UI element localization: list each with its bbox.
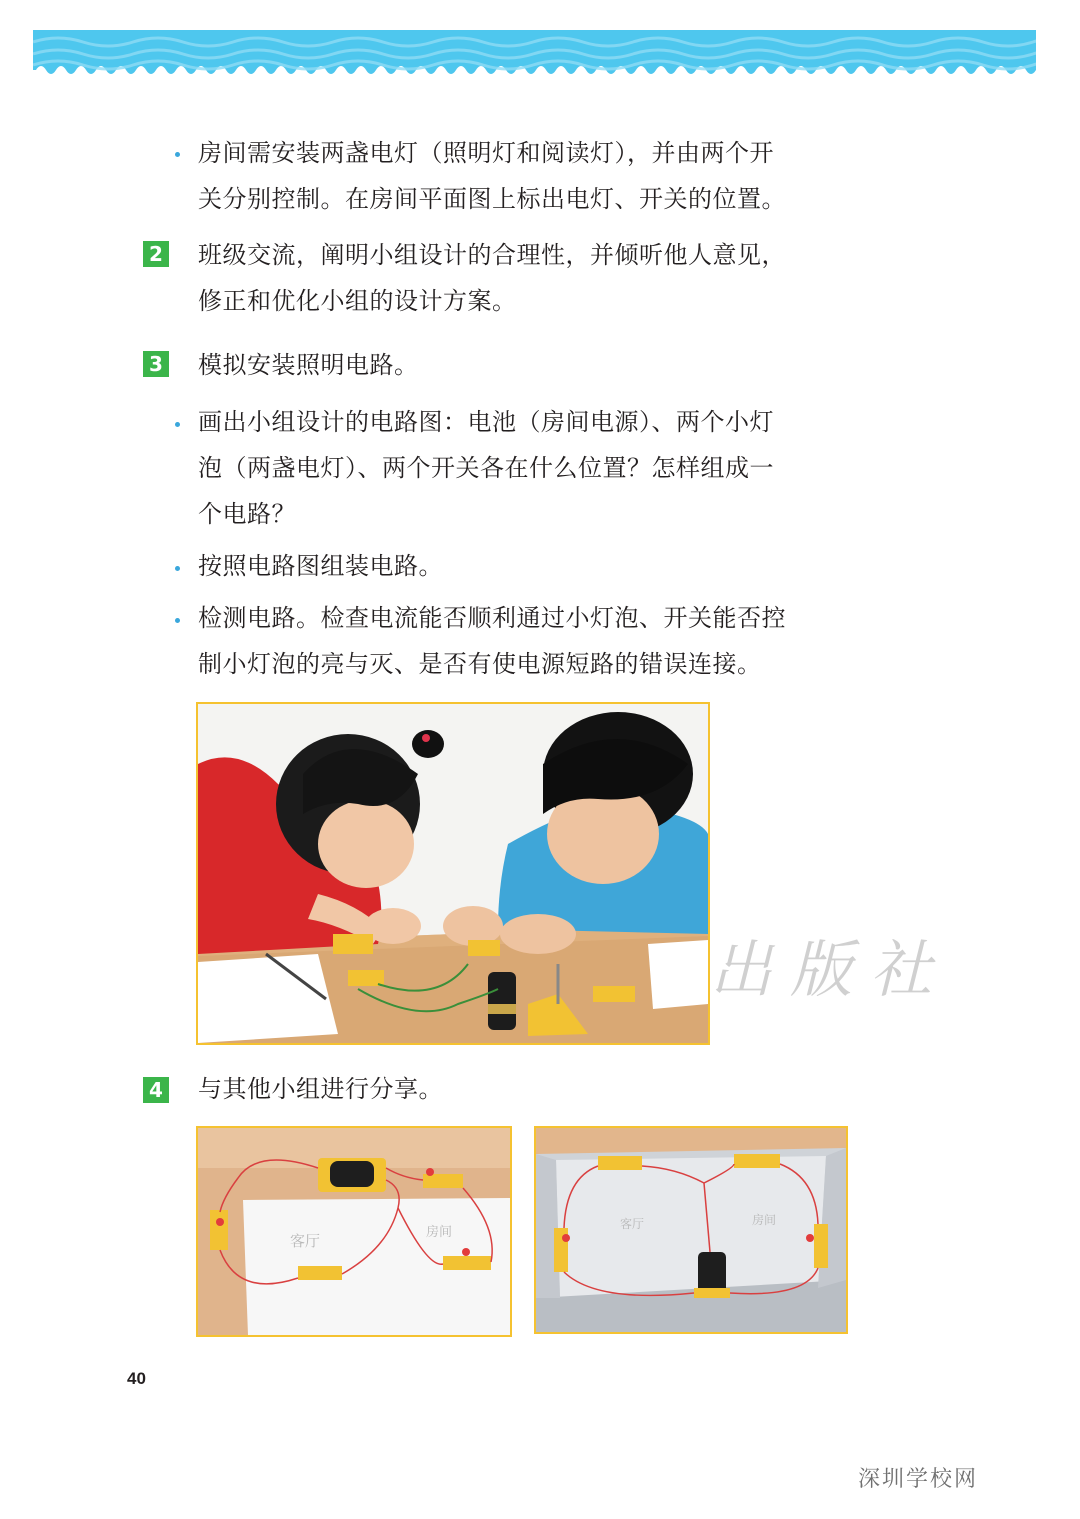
circuit-on-board-photo — [196, 1126, 512, 1337]
step-4-line-1: 与其他小组进行分享。 — [198, 1075, 443, 1103]
page-number: 40 — [127, 1369, 146, 1388]
bullet-dot — [175, 566, 180, 571]
step-3-badge: 3 — [143, 351, 169, 377]
bullet-check-line-1: 检测电路。检查电流能否顺利通过小灯泡、开关能否控 — [198, 604, 786, 632]
publisher-watermark: 出版社 — [710, 933, 951, 1006]
header-wave-band — [33, 30, 1036, 80]
bullet-draw-line-3: 个电路？ — [198, 500, 296, 528]
children-assembling-circuit-photo — [196, 702, 710, 1045]
bullet-dot — [175, 152, 180, 157]
bullet-check-line-2: 制小灯泡的亮与灭、是否有使电源短路的错误连接。 — [198, 650, 762, 678]
box-label-living-room: 客厅 — [620, 1217, 645, 1231]
circuit-in-box-photo — [534, 1126, 848, 1334]
step-2-line-1: 班级交流，阐明小组设计的合理性，并倾听他人意见， — [198, 241, 786, 269]
step-2-line-2: 修正和优化小组的设计方案。 — [198, 287, 517, 315]
bullet-lighting-line-1: 房间需安装两盏电灯（照明灯和阅读灯），并由两个开 — [198, 139, 774, 167]
board-label-room: 房间 — [426, 1225, 453, 1240]
box-label-room: 房间 — [752, 1213, 777, 1227]
bullet-draw-line-2: 泡（两盏电灯）、两个开关各在什么位置？怎样组成一 — [198, 454, 774, 482]
site-watermark: 深圳学校网 — [858, 1467, 979, 1492]
bullet-draw-line-1: 画出小组设计的电路图：电池（房间电源）、两个小灯 — [198, 408, 774, 436]
step-4-badge: 4 — [143, 1077, 169, 1103]
step-2-badge: 2 — [143, 241, 169, 267]
bullet-dot — [175, 618, 180, 623]
bullet-assemble-line: 按照电路图组装电路。 — [198, 552, 443, 580]
step-3-line-1: 模拟安装照明电路。 — [198, 351, 419, 379]
board-label-living-room: 客厅 — [290, 1232, 321, 1250]
bullet-lighting-line-2: 关分别控制。在房间平面图上标出电灯、开关的位置。 — [198, 185, 786, 213]
bullet-dot — [175, 422, 180, 427]
